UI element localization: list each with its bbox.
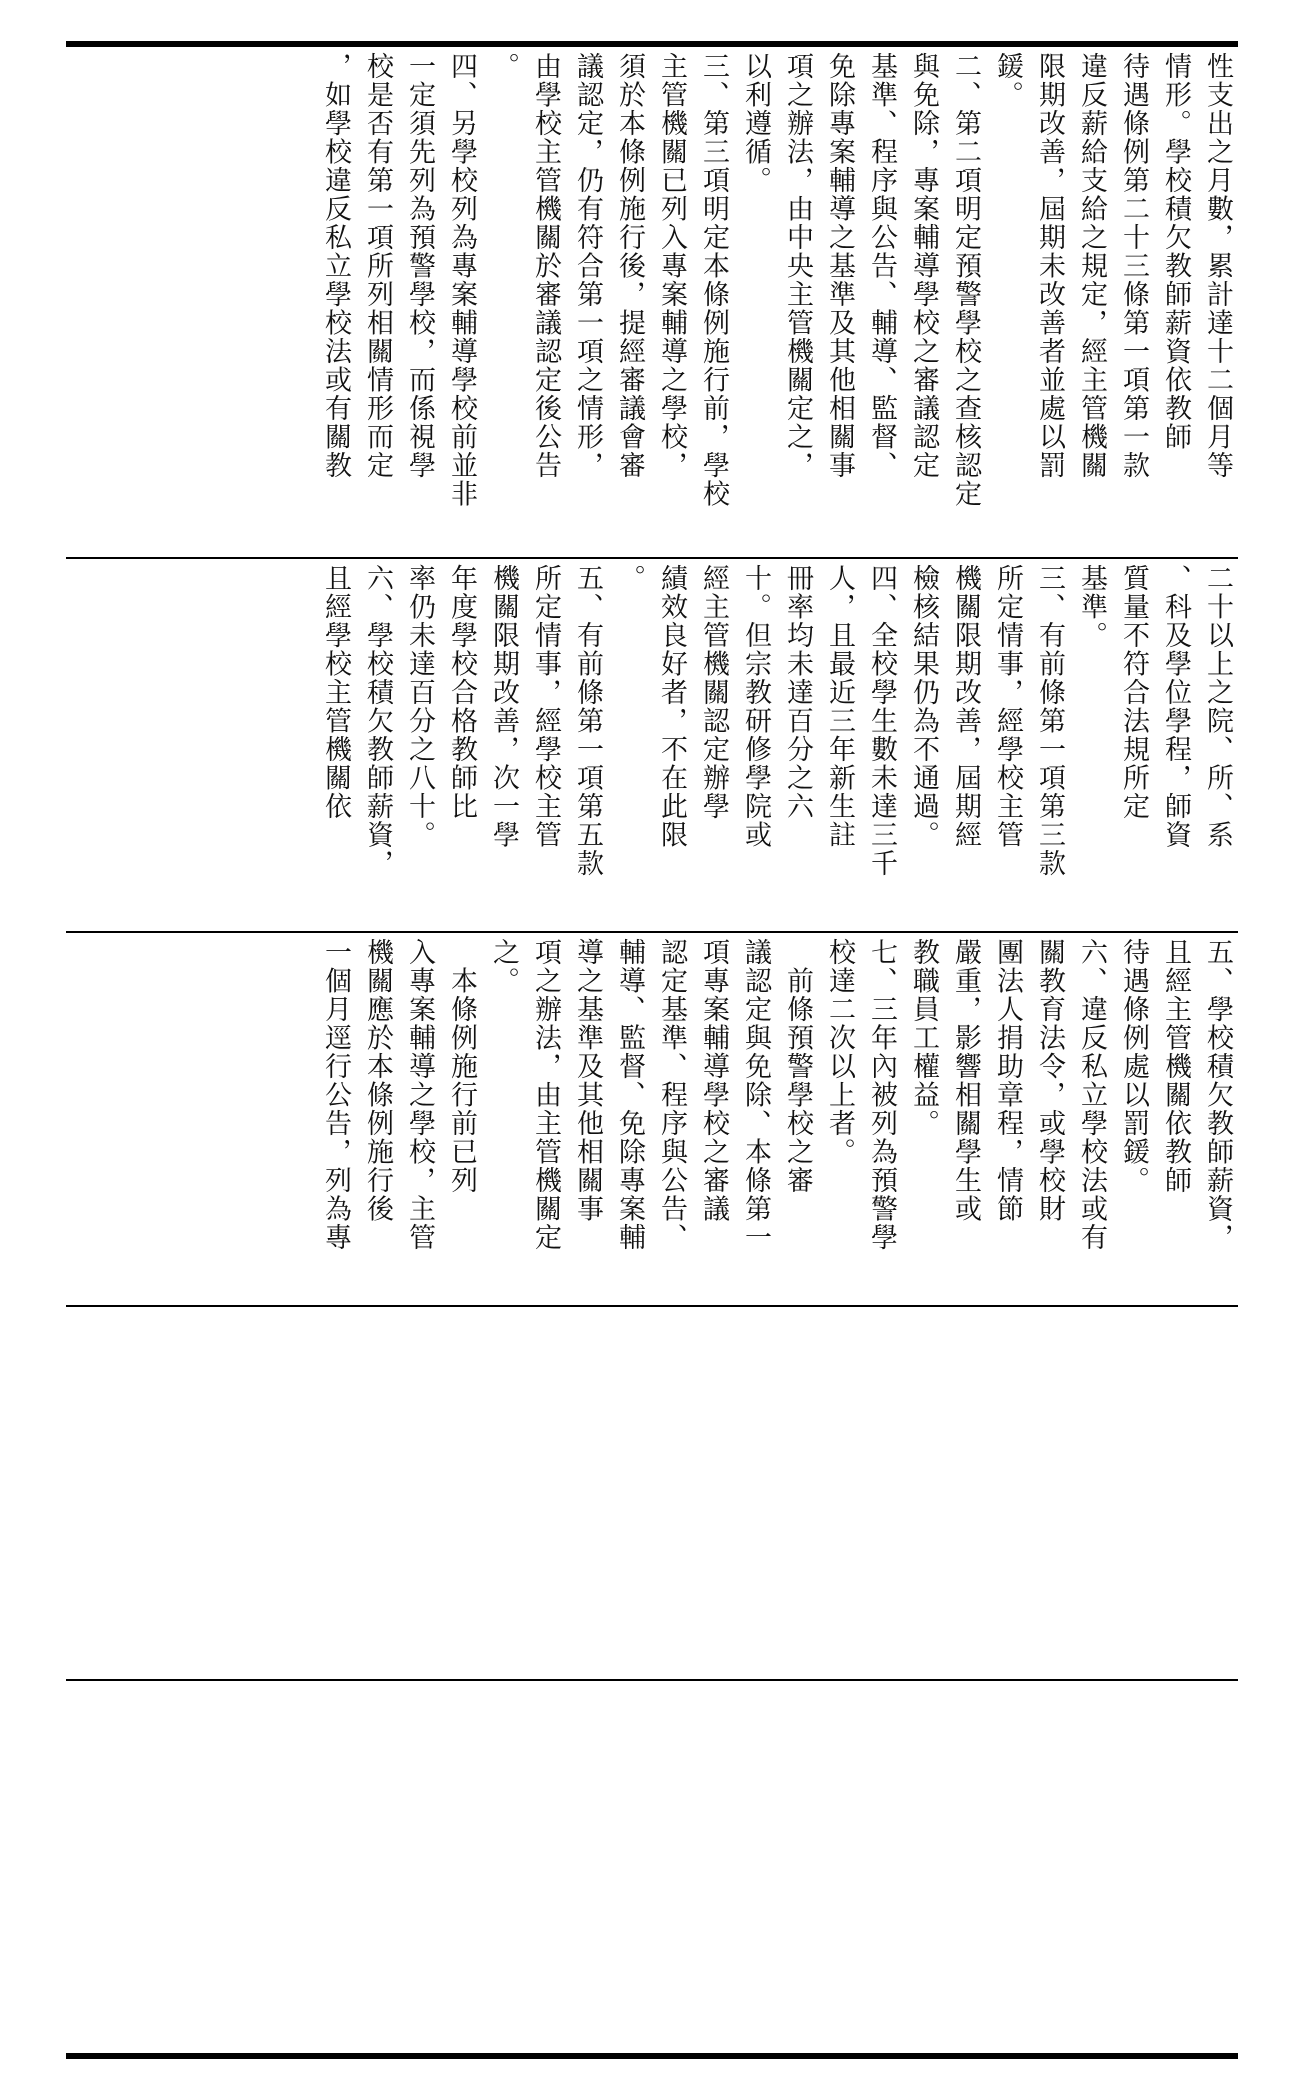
text-line: 之。 — [488, 938, 519, 995]
text-line: 導之基準及其他相關事 — [572, 938, 603, 1223]
text-line: 機關限期改善，屆期經 — [950, 564, 981, 849]
text-line: 關教育法令，或學校財 — [1034, 938, 1065, 1223]
bottom-border — [66, 2053, 1238, 2059]
text-line: 前條預警學校之審 — [782, 938, 813, 1195]
amended-provision-column — [66, 938, 1238, 1300]
text-line: 四、全校學生數未達三千 — [866, 564, 897, 878]
text-line: 情形。學校積欠教師薪資依教師 — [1160, 52, 1191, 451]
text-line: 免除專案輔導之基準及其他相關事 — [824, 52, 855, 480]
text-line: 團法人捐助章程，情節 — [992, 938, 1023, 1223]
text-line: 且經學校主管機關依 — [320, 564, 351, 821]
text-line: 績效良好者，不在此限 — [656, 564, 687, 849]
text-line: 一個月逕行公告，列為專 — [320, 938, 351, 1252]
text-line: 違反薪給支給之規定，經主管機關 — [1076, 52, 1107, 480]
explanation-column — [66, 52, 1238, 552]
empty-column-2 — [66, 1686, 1238, 2048]
text-line: 三、有前條第一項第三款 — [1034, 564, 1065, 878]
text-line: 議認定與免除、本條第一 — [740, 938, 771, 1252]
text-line: 以利遵循。 — [740, 52, 771, 195]
text-line: 檢核結果仍為不通過。 — [908, 564, 939, 849]
text-line: 六、違反私立學校法或有 — [1076, 938, 1107, 1252]
text-line: 一定須先列為預警學校，而係視學 — [404, 52, 435, 480]
text-line: 議認定，仍有符合第一項之情形， — [572, 52, 603, 480]
text-line: 由學校主管機關於審議認定後公告 — [530, 52, 561, 480]
text-line: 入專案輔導之學校，主管 — [404, 938, 435, 1252]
text-line: 經主管機關認定辦學 — [698, 564, 729, 821]
text-line: 校達二次以上者。 — [824, 938, 855, 1166]
text-line: 本條例施行前已列 — [446, 938, 477, 1195]
text-line: 人，且最近三年新生註 — [824, 564, 855, 849]
text-line: 三、第三項明定本條例施行前，學校 — [698, 52, 729, 508]
text-line: 五、學校積欠教師薪資， — [1202, 938, 1233, 1252]
text-line: 待遇條例第二十三條第一項第一款 — [1118, 52, 1149, 480]
row-divider-3 — [66, 1305, 1238, 1307]
text-line: 輔導、監督、免除專案輔 — [614, 938, 645, 1252]
text-line: 機關應於本條例施行後 — [362, 938, 393, 1223]
text-line: 四、另學校列為專案輔導學校前並非 — [446, 52, 477, 508]
text-line: 冊率均未達百分之六 — [782, 564, 813, 821]
current-provision-text — [314, 564, 1238, 926]
text-line: 。 — [488, 52, 519, 81]
text-line: 項專案輔導學校之審議 — [698, 938, 729, 1223]
text-line: 校是否有第一項所列相關情形而定 — [362, 52, 393, 480]
text-line: 六、學校積欠教師薪資， — [362, 564, 393, 878]
row-divider-4 — [66, 1679, 1238, 1681]
text-line: 與免除，專案輔導學校之審議認定 — [908, 52, 939, 480]
text-line: 基準、程序與公告、輔導、監督、 — [866, 52, 897, 480]
text-line: 限期改善，屆期未改善者並處以罰 — [1034, 52, 1065, 480]
amended-provision-text — [314, 938, 1238, 1300]
text-line: 基準。 — [1076, 564, 1107, 650]
text-line: 所定情事，經學校主管 — [992, 564, 1023, 849]
text-line: ，如學校違反私立學校法或有關教 — [320, 52, 351, 480]
text-line: 認定基準、程序與公告、 — [656, 938, 687, 1252]
top-border — [66, 41, 1238, 47]
row-divider-2 — [66, 931, 1238, 933]
text-line: 待遇條例處以罰鍰。 — [1118, 938, 1149, 1195]
text-line: 二十以上之院、所、系 — [1202, 564, 1233, 849]
text-line: 、科及學位學程，師資 — [1160, 564, 1191, 849]
text-line: 性支出之月數，累計達十二個月等 — [1202, 52, 1233, 480]
text-line: 主管機關已列入專案輔導之學校， — [656, 52, 687, 480]
current-provision-column — [66, 564, 1238, 926]
text-line: 項之辦法，由中央主管機關定之， — [782, 52, 813, 480]
explanation-text — [314, 52, 1238, 552]
text-line: 所定情事，經學校主管 — [530, 564, 561, 849]
row-divider-1 — [66, 557, 1238, 559]
text-line: 嚴重，影響相關學生或 — [950, 938, 981, 1223]
empty-column — [66, 1312, 1238, 1674]
text-line: 二、第二項明定預警學校之查核認定 — [950, 52, 981, 508]
text-line: 且經主管機關依教師 — [1160, 938, 1191, 1195]
text-line: 年度學校合格教師比 — [446, 564, 477, 821]
text-line: 教職員工權益。 — [908, 938, 939, 1138]
text-line: 七、三年內被列為預警學 — [866, 938, 897, 1252]
text-line: 十。但宗教研修學院或 — [740, 564, 771, 849]
text-line: 率仍未達百分之八十。 — [404, 564, 435, 849]
text-line: 鍰。 — [992, 52, 1023, 109]
text-line: 五、有前條第一項第五款 — [572, 564, 603, 878]
text-line: 機關限期改善，次一學 — [488, 564, 519, 849]
text-line: 質量不符合法規所定 — [1118, 564, 1149, 821]
text-line: 項之辦法，由主管機關定 — [530, 938, 561, 1252]
text-line: 須於本條例施行後，提經審議會審 — [614, 52, 645, 480]
text-line: 。 — [614, 564, 645, 593]
